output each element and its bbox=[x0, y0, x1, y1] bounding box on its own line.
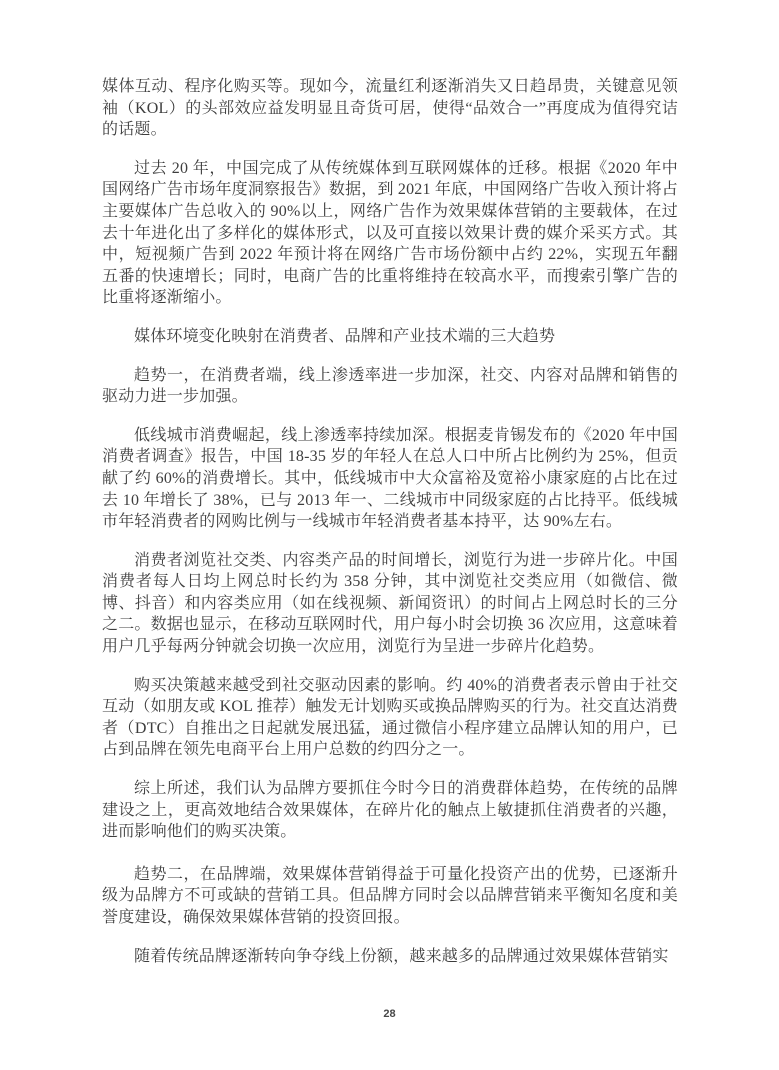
section-heading-three-trends: 媒体环境变化映射在消费者、品牌和产业技术端的三大趋势 bbox=[134, 327, 556, 345]
paragraph-browsing-fragmentation: 消费者浏览社交类、内容类产品的时间增长，浏览行为进一步碎片化。中国消费者每人日均上网总时长约为 358 分钟，其中浏览社交类应用（如微信、微博、抖音）和内容类应用（如在线视频、新闻资讯）的时间占上网总时长的三分之二。数据也显示，在移动互联网时代，用户每小时会切换 36 次应用，这意味着用户几乎每两分钟就会切换一次应用，浏览行为呈进一步碎片化趋势。 bbox=[102, 551, 678, 656]
page-body-text bbox=[102, 76, 678, 984]
paragraph-industry-shift: 过去 20 年，中国完成了从传统媒体到互联网媒体的迁移。根据《2020 年中国网络广告市场年度洞察报告》数据，到 2021 年底，中国网络广告收入预计将占主要媒体广告总收入的 90%以上，网络广告作为效果媒体营销的主要载体，在过去十年进化出了多样化的媒体形式，以及可直接以效果计费的媒介采买方式。其中，短视频广告到 2022 年预计将在网络广告市场份额中占约 22%，实现五年翻五番的快速增长；同时，电商广告的比重将维持在较高水平，而搜索引擎广告的比重将逐渐缩小。 bbox=[102, 159, 678, 307]
paragraph-continuation: 媒体互动、程序化购买等。现如今，流量红利逐渐消失又日趋昂贵，关键意见领袖（KOL）的头部效应益发明显且奇货可居，使得“品效合一”再度成为值得究诘的话题。 bbox=[102, 78, 678, 139]
paragraph-trend-one: 趋势一，在消费者端，线上渗透率进一步加深，社交、内容对品牌和销售的驱动力进一步加强。 bbox=[102, 366, 678, 406]
paragraph-traditional-brands: 随着传统品牌逐渐转向争夺线上份额，越来越多的品牌通过效果媒体营销实 bbox=[134, 947, 669, 965]
page-number: 28 bbox=[383, 1008, 396, 1020]
paragraph-trend-two: 趋势二，在品牌端，效果媒体营销得益于可量化投资产出的优势，已逐渐升级为品牌方不可或缺的营销工具。但品牌方同时会以品牌营销来平衡知名度和美誉度建设，确保效果媒体营销的投资回报。 bbox=[102, 865, 678, 926]
paragraph-summary: 综上所述，我们认为品牌方要抓住今时今日的消费群体趋势，在传统的品牌建设之上，更高效地结合效果媒体，在碎片化的触点上敏捷抓住消费者的兴趣，进而影响他们的购买决策。 bbox=[102, 780, 678, 841]
paragraph-lower-tier-cities: 低线城市消费崛起，线上渗透率持续加深。根据麦肯锡发布的《2020 年中国消费者调查》报告，中国 18-35 岁的年轻人在总人口中所占比例约为 25%，但贡献了约 60%的消费增长。其中，低线城市中大众富裕及宽裕小康家庭的占比在过去 10 年增长了 38%，已与 2013 年一、二线城市中同级家庭的占比持平。低线城市年轻消费者的网购比例与一线城市年轻消费者基本持平，达 90%左右。 bbox=[102, 426, 678, 531]
paragraph-social-driven-purchase: 购买决策越来越受到社交驱动因素的影响。约 40%的消费者表示曾由于社交互动（如朋友或 KOL 推荐）触发无计划购买或换品牌购买的行为。社交直达消费者（DTC）自推出之日起就发展迅猛，通过微信小程序建立品牌认知的用户，已占到品牌在领先电商平台上用户总数的约四分之一。 bbox=[102, 676, 678, 759]
